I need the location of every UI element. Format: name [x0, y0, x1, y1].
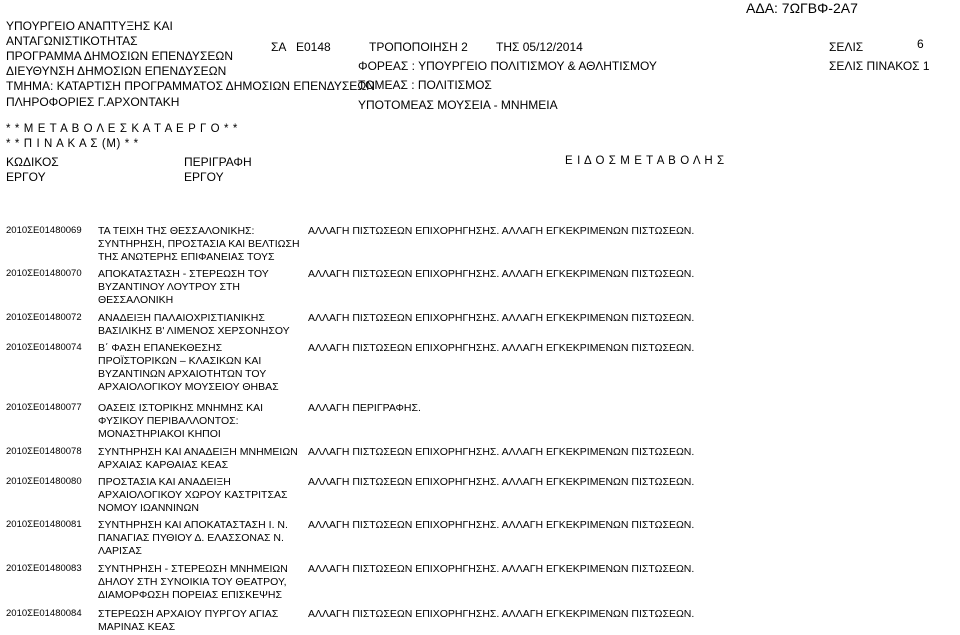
- row-change: ΑΛΛΑΓΗ ΠΙΣΤΩΣΕΩΝ ΕΠΙΧΟΡΗΓΗΣΗΣ. ΑΛΛΑΓΗ ΕΓΚΕΚΡΙΜΕΝΩΝ ΠΙΣΤΩΣΕΩΝ.: [308, 563, 695, 575]
- modification-number: ΤΡΟΠΟΠΟΙΗΣΗ 2: [369, 40, 468, 54]
- ada-code: ΑΔΑ: 7ΩΓΒΦ-2Α7: [746, 0, 858, 16]
- page-label: ΣΕΛΙΣ: [829, 40, 864, 54]
- row-code: 2010ΣΕ01480078: [6, 446, 82, 457]
- col-header-desc-1: ΠΕΡΙΓΡΑΦΗ: [184, 155, 252, 169]
- row-code: 2010ΣΕ01480072: [6, 312, 82, 323]
- row-change: ΑΛΛΑΓΗ ΠΙΣΤΩΣΕΩΝ ΕΠΙΧΟΡΗΓΗΣΗΣ. ΑΛΛΑΓΗ ΕΓΚΕΚΡΙΜΕΝΩΝ ΠΙΣΤΩΣΕΩΝ.: [308, 476, 695, 488]
- col-header-code-2: ΕΡΓΟΥ: [6, 170, 46, 184]
- sa-label: ΣΑ: [271, 40, 287, 54]
- row-code: 2010ΣΕ01480077: [6, 402, 82, 413]
- row-change: ΑΛΛΑΓΗ ΠΙΣΤΩΣΕΩΝ ΕΠΙΧΟΡΗΓΗΣΗΣ. ΑΛΛΑΓΗ ΕΓΚΕΚΡΙΜΕΝΩΝ ΠΙΣΤΩΣΕΩΝ.: [308, 519, 695, 531]
- row-description: ΣΤΕΡΕΩΣΗ ΑΡΧΑΙΟΥ ΠΥΡΓΟΥ ΑΓΙΑΣ ΜΑΡΙΝΑΣ ΚΕΑΣ: [98, 608, 279, 633]
- row-code: 2010ΣΕ01480080: [6, 476, 82, 487]
- header-information: ΠΛΗΡΟΦΟΡΙΕΣ Γ.ΑΡΧΟΝΤΑΚΗ: [6, 95, 180, 109]
- header-program: ΠΡΟΓΡΑΜΜΑ ΔΗΜΟΣΙΩΝ ΕΠΕΝΔΥΣΕΩΝ: [6, 49, 233, 63]
- row-code: 2010ΣΕ01480069: [6, 225, 82, 236]
- row-description: ΣΥΝΤΗΡΗΣΗ - ΣΤΕΡΕΩΣΗ ΜΝΗΜΕΙΩΝ ΔΗΛΟΥ ΣΤΗ ΣΥΝΟΙΚΙΑ ΤΟΥ ΘΕΑΤΡΟΥ, ΔΙΑΜΟΡΦΩΣΗ ΠΟΡΕΙΑΣ ΕΠΙΣΚΕΨΗΣ: [98, 563, 288, 601]
- col-header-change-type: Ε Ι Δ Ο Σ Μ Ε Τ Α Β Ο Λ Η Σ: [565, 155, 725, 167]
- row-description: ΠΡΟΣΤΑΣΙΑ ΚΑΙ ΑΝΑΔΕΙΞΗ ΑΡΧΑΙΟΛΟΓΙΚΟΥ ΧΩΡΟΥ ΚΑΣΤΡΙΤΣΑΣ ΝΟΜΟΥ ΙΩΑΝΝΙΝΩΝ: [98, 476, 288, 514]
- table-page: ΣΕΛΙΣ ΠΙΝΑΚΟΣ 1: [829, 59, 930, 73]
- row-change: ΑΛΛΑΓΗ ΠΙΣΤΩΣΕΩΝ ΕΠΙΧΟΡΗΓΗΣΗΣ. ΑΛΛΑΓΗ ΕΓΚΕΚΡΙΜΕΝΩΝ ΠΙΣΤΩΣΕΩΝ.: [308, 608, 695, 620]
- section-title-table: * * Π Ι Ν Α Κ Α Σ (Μ) * *: [6, 138, 139, 150]
- row-change: ΑΛΛΑΓΗ ΠΙΣΤΩΣΕΩΝ ΕΠΙΧΟΡΗΓΗΣΗΣ. ΑΛΛΑΓΗ ΕΓΚΕΚΡΙΜΕΝΩΝ ΠΙΣΤΩΣΕΩΝ.: [308, 268, 695, 280]
- header-ministry-line-1: ΥΠΟΥΡΓΕΙΟ ΑΝΑΠΤΥΞΗΣ ΚΑΙ: [6, 19, 173, 33]
- row-change: ΑΛΛΑΓΗ ΠΙΣΤΩΣΕΩΝ ΕΠΙΧΟΡΗΓΗΣΗΣ. ΑΛΛΑΓΗ ΕΓΚΕΚΡΙΜΕΝΩΝ ΠΙΣΤΩΣΕΩΝ.: [308, 225, 695, 237]
- row-description: ΑΝΑΔΕΙΞΗ ΠΑΛΑΙΟΧΡΙΣΤΙΑΝΙΚΗΣ ΒΑΣΙΛΙΚΗΣ Β' ΛΙΜΕΝΟΣ ΧΕΡΣΟΝΗΣΟΥ: [98, 312, 290, 337]
- row-description: ΟΑΣΕΙΣ ΙΣΤΟΡΙΚΗΣ ΜΝΗΜΗΣ ΚΑΙ ΦΥΣΙΚΟΥ ΠΕΡΙΒΑΛΛΟΝΤΟΣ: ΜΟΝΑΣΤΗΡΙΑΚΟΙ ΚΗΠΟΙ: [98, 402, 264, 440]
- sa-value: Ε0148: [296, 40, 331, 54]
- header-ministry-line-2: ΑΝΤΑΓΩΝΙΣΤΙΚΟΤΗΤΑΣ: [6, 34, 138, 48]
- row-change: ΑΛΛΑΓΗ ΠΙΣΤΩΣΕΩΝ ΕΠΙΧΟΡΗΓΗΣΗΣ. ΑΛΛΑΓΗ ΕΓΚΕΚΡΙΜΕΝΩΝ ΠΙΣΤΩΣΕΩΝ.: [308, 312, 695, 324]
- modification-date: ΤΗΣ 05/12/2014: [496, 40, 583, 54]
- row-change: ΑΛΛΑΓΗ ΠΕΡΙΓΡΑΦΗΣ.: [308, 402, 421, 414]
- row-description: ΣΥΝΤΗΡΗΣΗ ΚΑΙ ΑΠΟΚΑΤΑΣΤΑΣΗ Ι. Ν. ΠΑΝΑΓΙΑΣ ΠΥΘΙΟΥ Δ. ΕΛΑΣΣΟΝΑΣ Ν. ΛΑΡΙΣΑΣ: [98, 519, 288, 557]
- foreas: ΦΟΡΕΑΣ : ΥΠΟΥΡΓΕΙΟ ΠΟΛΙΤΙΣΜΟΥ & ΑΘΛΗΤΙΣΜΟΥ: [358, 59, 657, 73]
- row-change: ΑΛΛΑΓΗ ΠΙΣΤΩΣΕΩΝ ΕΠΙΧΟΡΗΓΗΣΗΣ. ΑΛΛΑΓΗ ΕΓΚΕΚΡΙΜΕΝΩΝ ΠΙΣΤΩΣΕΩΝ.: [308, 342, 695, 354]
- row-description: Β΄ ΦΑΣΗ ΕΠΑΝΕΚΘΕΣΗΣ ΠΡΟΪΣΤΟΡΙΚΩΝ – ΚΛΑΣΙΚΩΝ ΚΑΙ ΒΥΖΑΝΤΙΝΩΝ ΑΡΧΑΙΟΤΗΤΩΝ ΤΟΥ ΑΡΧΑΙΟΛΟΓΙΚΟΥ ΜΟΥΣΕΙΟΥ ΘΗΒΑΣ: [98, 342, 279, 393]
- header-department: ΤΜΗΜΑ: ΚΑΤΑΡΤΙΣΗ ΠΡΟΓΡΑΜΜΑΤΟΣ ΔΗΜΟΣΙΩΝ ΕΠΕΝΔΥΣΕΩΝ: [6, 79, 375, 93]
- section-title-changes: * * Μ Ε Τ Α Β Ο Λ Ε Σ Κ Α Τ Α Ε Ρ Γ Ο * *: [6, 123, 238, 135]
- row-description: ΤΑ ΤΕΙΧΗ ΤΗΣ ΘΕΣΣΑΛΟΝΙΚΗΣ: ΣΥΝΤΗΡΗΣΗ, ΠΡΟΣΤΑΣΙΑ ΚΑΙ ΒΕΛΤΙΩΣΗ ΤΗΣ ΑΝΩΤΕΡΗΣ ΕΠΙΦΑΝΕΙΑΣ ΤΟΥΣ: [98, 225, 300, 263]
- row-description: ΑΠΟΚΑΤΑΣΤΑΣΗ - ΣΤΕΡΕΩΣΗ ΤΟΥ ΒΥΖΑΝΤΙΝΟΥ ΛΟΥΤΡΟΥ ΣΤΗ ΘΕΣΣΑΛΟΝΙΚΗ: [98, 268, 269, 306]
- col-header-code-1: ΚΩΔΙΚΟΣ: [6, 155, 59, 169]
- row-code: 2010ΣΕ01480070: [6, 268, 82, 279]
- row-description: ΣΥΝΤΗΡΗΣΗ ΚΑΙ ΑΝΑΔΕΙΞΗ ΜΝΗΜΕΙΩΝ ΑΡΧΑΙΑΣ ΚΑΡΘΑΙΑΣ ΚΕΑΣ: [98, 446, 298, 471]
- col-header-desc-2: ΕΡΓΟΥ: [184, 170, 224, 184]
- row-code: 2010ΣΕ01480083: [6, 563, 82, 574]
- page-number: 6: [917, 37, 924, 51]
- row-code: 2010ΣΕ01480074: [6, 342, 82, 353]
- header-directorate: ΔΙΕΥΘΥΝΣΗ ΔΗΜΟΣΙΩΝ ΕΠΕΝΔΥΣΕΩΝ: [6, 64, 227, 78]
- row-change: ΑΛΛΑΓΗ ΠΙΣΤΩΣΕΩΝ ΕΠΙΧΟΡΗΓΗΣΗΣ. ΑΛΛΑΓΗ ΕΓΚΕΚΡΙΜΕΝΩΝ ΠΙΣΤΩΣΕΩΝ.: [308, 446, 695, 458]
- row-code: 2010ΣΕ01480084: [6, 608, 82, 619]
- row-code: 2010ΣΕ01480081: [6, 519, 82, 530]
- tomeas: ΤΟΜΕΑΣ : ΠΟΛΙΤΙΣΜΟΣ: [358, 78, 492, 92]
- ypotomeas: ΥΠΟΤΟΜΕΑΣ ΜΟΥΣΕΙΑ - ΜΝΗΜΕΙΑ: [358, 98, 558, 112]
